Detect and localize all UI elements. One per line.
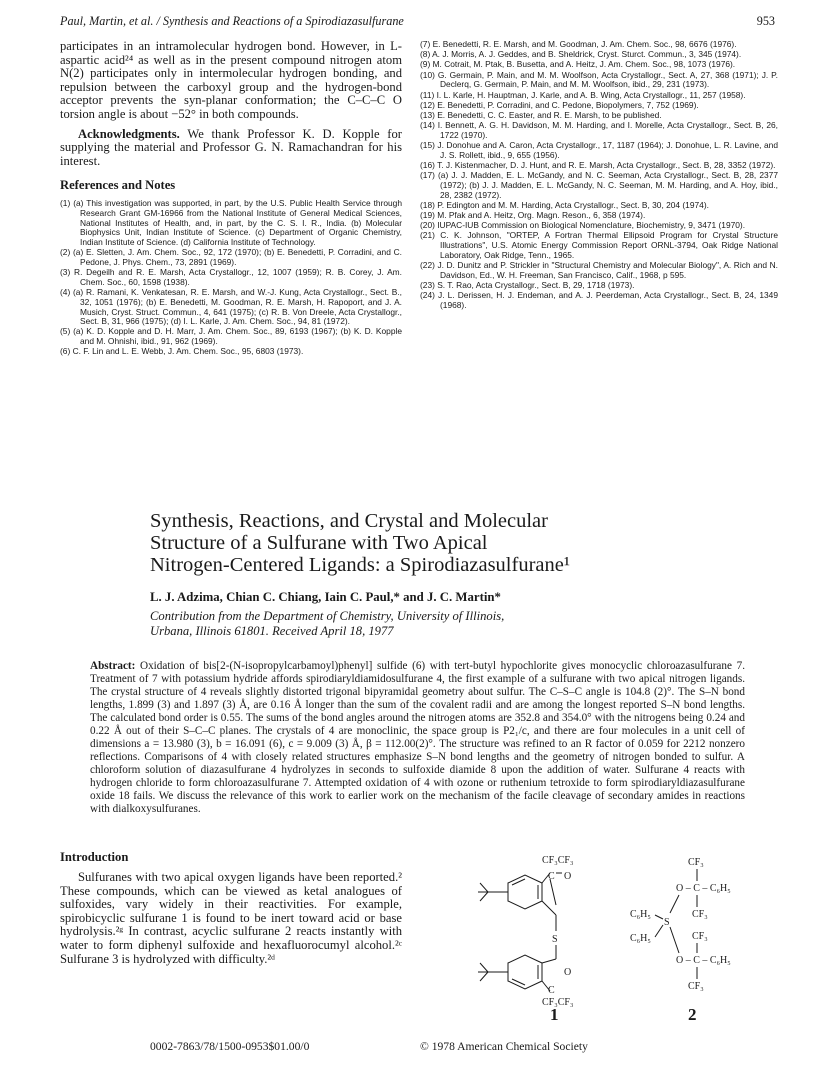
copyright: © 1978 American Chemical Society: [420, 1040, 588, 1053]
abstract-text: Oxidation of bis[2-(N-isopropylcarbamoyl)phenyl] sulfide (6) with tert-butyl hypochlorite gives monocyclic chloroazasulfurane 7. Treatment of 7 with potassium hydride affords spirodiaryldiamidosulfurane 4, the first example of a sulfurane with two apical nitrogen ligands. The crystal structure of 4 reveals slightly distorted trigonal bipyramidal geometry about sulfur. The C–S–C angle is 104.8 (2)°. The S–N bond lengths, 1.899 (3) and 1.897 (3) Å, are 0.16 Å longer than the sum of the covalent radii and are among the longest reported S–N bond lengths. The calculated bond order is 0.55. The sums of the bond angles around the nitrogen atoms are 352.8 and 354.0° with the nitrogens being 0.24 and 0.22 Å out of their S–C–C planes. The crystals of 4 are monoclinic, the space group is P2₁/c, and there are four molecules in a unit cell of dimensions a = 13.980 (3), b = 16.091 (6), c = 9.009 (3) Å, β = 112.00(2)°. The structure was refined to an R factor of 0.059 for 2212 nonzero reflections. Comparisons of 4 with closely related structures emphasize S–N bond lengths and the geometry of nitrogen bonded to sulfur. A chloroform solution of diazasulfurane 4 hydrolyzes in seconds to sulfoxide diamide 8 upon the addition of water. Sulfurane 4 reacts with hydrogen chloride to form chloroazasulfurane 7. Attempted oxidation of 4 with ozone or ruthenium tetroxide to form spirodiaryldiazasulfurane oxide 18 fails. We discuss the relevance of this work to earlier work on the mechanism of the facile cleavage of secondary amides in reactions with dialkoxysulfuranes.: [90, 660, 745, 815]
reference-item: (16) T. J. Kistenmacher, D. J. Hunt, and R. E. Marsh, Acta Crystallogr., Sect. B, 28, 3352 (1972).: [420, 159, 776, 170]
affiliation-line: Urbana, Illinois 61801. Received April 18, 1977: [150, 624, 394, 638]
reference-item: (18) P. Edington and M. M. Harding, Acta Crystallogr., Sect. B, 30, 204 (1974).: [420, 199, 709, 210]
ack-label: Acknowledgments.: [78, 126, 180, 141]
s1-c-bottom: C: [548, 985, 555, 996]
s2-cf3-top: CF₃: [688, 857, 704, 868]
abstract-label: Abstract:: [90, 660, 136, 672]
reference-item: (19) M. Pfak and A. Heitz, Org. Magn. Reson., 6, 358 (1974).: [420, 209, 646, 220]
s2-o-c-ph-bottom: O – C – C₆H₅: [676, 955, 731, 966]
body-paragraph: participates in an intramolecular hydrogen bond. However, in L-aspartic acid²⁴ as well as in the present compound nitrogen atom N(2) participates only in intermolecular hydrogen bonding, and repulsion between the carboxyl group and the hydrogen-bond acceptor prevents the syn-planar conformation; the C–C–C O torsion angle is about −52° in both compounds.: [60, 39, 402, 121]
reference-item: (6) C. F. Lin and L. E. Webb, J. Am. Chem. Soc., 95, 6803 (1973).: [60, 346, 304, 357]
reference-list-right: [420, 40, 778, 310]
running-head: [60, 14, 775, 29]
s1-o-bottom: O: [564, 967, 572, 978]
reference-item: (2) (a) E. Sletten, J. Am. Chem. Soc., 92, 172 (1970); (b) E. Benedetti, P. Corradini, and C. Pedone, J. Phys. Chem., 73, 2891 (1969).: [60, 247, 402, 268]
structure-1: [478, 873, 562, 991]
reference-item: (20) IUPAC-IUB Commission on Biological Nomenclature, Biochemistry, 9, 3471 (1970).: [420, 220, 746, 231]
article-title-line: Structure of a Sulfurane with Two Apical: [150, 532, 488, 554]
compound-label-2: 2: [688, 1005, 697, 1020]
reference-item: (15) J. Donohue and A. Caron, Acta Crystallogr., 17, 1187 (1964); J. Donohue, L. R. Lavine, and J. S. Rollett, ibid., 9, 655 (1956).: [420, 140, 778, 160]
s2-ph-left-top: C₆H₅: [630, 909, 651, 920]
right-column: [420, 40, 778, 311]
chemical-structures: [450, 855, 780, 1020]
abstract: [90, 660, 745, 816]
reference-item: (7) E. Benedetti, R. E. Marsh, and M. Goodman, J. Am. Chem. Soc., 98, 6676 (1976).: [420, 39, 737, 49]
benzene-ring-bottom: [508, 955, 542, 989]
reference-item: (4) (a) R. Ramani, K. Venkatesan, R. E. Marsh, and W.-J. Kung, Acta Crystallogr., Sect. B., 32, 1051 (1976); (b) E. Benedetti, M. Goodman, R. E. Marsh, H. Rapoport, and J. A. Musich, Cryst. Struct. Commun., 4, 641 (1975); (c) R. B. Von Dreele, Acta Crystallogr., Sect. B, 31, 966 (1975); (d) I. L. Karle, J. Am. Chem. Soc., 94, 81 (1972).: [60, 287, 402, 327]
article-title-line: Nitrogen-Centered Ligands: a Spirodiazasulfurane¹: [150, 554, 570, 576]
authors: L. J. Adzima, Chian C. Chiang, Iain C. Paul,* and J. C. Martin*: [150, 590, 501, 604]
reference-item: (5) (a) K. D. Kopple and D. H. Marr, J. Am. Chem. Soc., 89, 6193 (1967); (b) K. D. Kopple and M. Ohnishi, ibid., 91, 962 (1969).: [60, 326, 402, 347]
s1-cf3-top: CF₃CF₃: [542, 855, 574, 866]
left-column: [60, 40, 402, 358]
s1-cf3-bottom: CF₃CF₃: [542, 997, 574, 1008]
reference-item: (13) E. Benedetti, C. C. Easter, and R. E. Marsh, to be published.: [420, 109, 662, 120]
reference-item: (17) (a) J. J. Madden, E. L. McGandy, and N. C. Seeman, Acta Crystallogr., Sect. B, 28, 2377 (1972); (b) J. J. Madden, E. L. McGandy, N. C. Seeman, M. M. Harding, and A. Hoy, ibid., 28, 2382 (1972).: [420, 170, 778, 200]
reference-item: (12) E. Benedetti, P. Corradini, and C. Pedone, Biopolymers, 7, 752 (1969).: [420, 99, 699, 110]
reference-item: (11) I. L. Karle, H. Hauptman, J. Karle, and A. B. Wing, Acta Crystallogr., 11, 257 (1958).: [420, 89, 746, 100]
article-header: [60, 510, 775, 639]
introduction-text: Sulfuranes with two apical oxygen ligands have been reported.² These compounds, which can be viewed as ketal analogues of sulfoxides, vary widely in their reactivities. For example, spirobicyclic sulfurane 1 is found to be inert toward acid or base hydrolysis.²ᵍ In contrast, acyclic sulfurane 2 reacts instantly with water to form diphenyl sulfoxide and hexafluorocumyl alcohol.²ᶜ Sulfurane 3 is hydrolyzed with difficulty.²ᵈ: [60, 870, 402, 966]
reference-list-left: [60, 199, 402, 357]
acknowledgments: [60, 128, 402, 169]
reference-item: (9) M. Cotrait, M. Ptak, B. Busetta, and A. Heitz, J. Am. Chem. Soc., 98, 1073 (1976).: [420, 59, 736, 70]
reference-item: (22) J. D. Dunitz and P. Strickler in "Structural Chemistry and Molecular Biology", A. Rich and N. Davidson, Ed., W. H. Freeman, San Francisco, Calif., 1968, p 595.: [420, 259, 778, 280]
issn-code: 0002-7863/78/1500-0953$01.00/0: [150, 1040, 310, 1053]
running-head-text: Paul, Martin, et al. / Synthesis and Reactions of a Spirodiazasulfurane: [60, 14, 404, 28]
reference-item: (3) R. Degeilh and R. E. Marsh, Acta Crystallogr., 12, 1007 (1959); R. B. Corey, J. Am. Chem. Soc., 60, 1598 (1938).: [60, 267, 402, 287]
compound-label-1: 1: [550, 1005, 559, 1020]
s2-cf3-bottom: CF₃: [688, 981, 704, 992]
s2-o-c-ph-top: O – C – C₆H₅: [676, 883, 731, 894]
article-title-line: Synthesis, Reactions, and Crystal and Molecular: [150, 510, 548, 532]
s2-sulfur: S: [664, 917, 670, 928]
s2-cf3-b: CF₃: [692, 931, 708, 942]
s1-c-top: C: [548, 871, 555, 882]
benzene-ring-top: [508, 875, 542, 909]
s2-cf3-a: CF₃: [692, 909, 708, 920]
reference-item: (8) A. J. Morris, A. J. Geddes, and B. Sheldrick, Cryst. Sturct. Commun., 3, 345 (1974).: [420, 49, 742, 60]
reference-item: (21) C. K. Johnson, "ORTEP, A Fortran Thermal Ellipsoid Program for Crystal Structure Illustrations", U.S. Atomic Energy Commission Report ORNL-3794, Oak Ridge National Laboratory, Oak Ridge, Tenn., 1965.: [420, 230, 778, 260]
page-number: 953: [756, 14, 775, 28]
s2-ph-left-bottom: C₆H₅: [630, 933, 651, 944]
introduction-section: [60, 850, 402, 972]
refs-heading: References and Notes: [60, 178, 176, 193]
structures-svg: [450, 855, 780, 1020]
introduction-heading: Introduction: [60, 850, 129, 864]
affiliation-line: Contribution from the Department of Chemistry, University of Illinois,: [150, 609, 505, 623]
ack-text: We thank Professor K. D. Kopple for supplying the material and Professor G. N. Ramachandran for his interest.: [60, 126, 402, 168]
s1-o-top: O: [564, 871, 572, 882]
reference-item: (1) (a) This investigation was supported, in part, by the U.S. Public Health Service through Research Grant GM-16966 from the National Institute of General Medical Sciences, National Institutes of Health, and, in part, by the C. S. I. R., India. (b) Molecular Biophysics Unit, Indian Institute of Science. (c) Department of Organic Chemistry, Indian Institute of Science. (d) California Institute of Technology.: [60, 198, 402, 248]
reference-item: (24) J. L. Derissen, H. J. Endeman, and A. J. Peerdeman, Acta Crystallogr., Sect. B, 24, 1349 (1968).: [420, 290, 778, 310]
s1-sulfur: S: [552, 934, 558, 945]
structure-2: [630, 857, 731, 1020]
reference-item: (10) G. Germain, P. Main, and M. M. Woolfson, Acta Crystallogr., Sect. A, 27, 368 (1971); J. P. Declerq, G. Germain, P. Main, and M. M. Woolfson, ibid., 29, 231 (1973).: [420, 69, 778, 90]
reference-item: (23) S. T. Rao, Acta Crystallogr., Sect. B, 29, 1718 (1973).: [420, 279, 635, 290]
reference-item: (14) I. Bennett, A. G. H. Davidson, M. M. Harding, and I. Morelle, Acta Crystallogr., Sect. B, 26, 1722 (1970).: [420, 120, 778, 140]
